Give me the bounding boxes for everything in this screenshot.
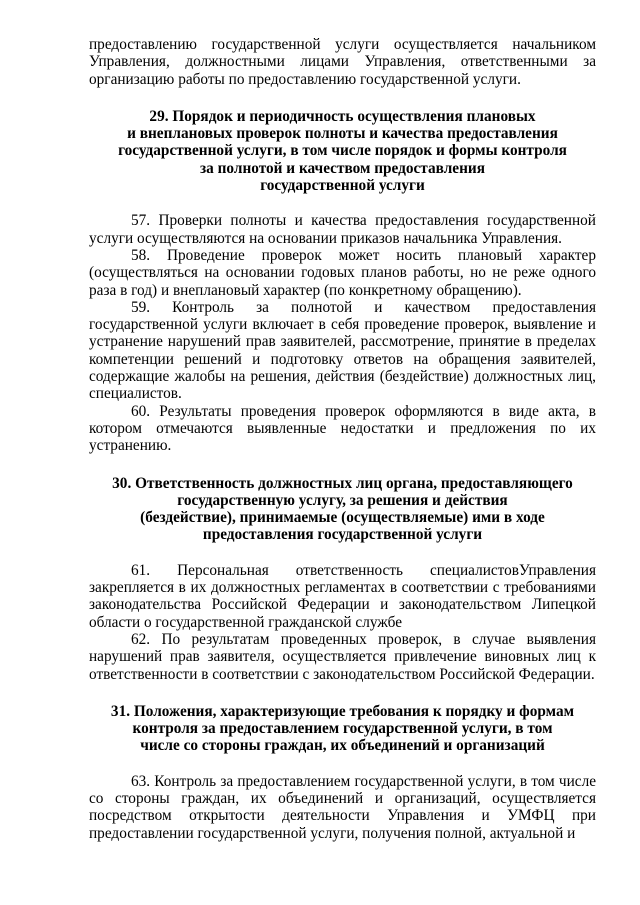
heading-line: 30. Ответственность должностных лиц органа, предоставляющего [112,474,573,492]
heading-line: государственную услугу, за решения и действия [177,491,508,509]
paragraph-59: 59. Контроль за полнотой и качеством предоставления государственной услуги включает в себя проведение проверок, выявление и устранение нарушений прав заявителей, рассмотрение, принятие в пределах компетенции решений и подготовку ответов на обращения заявителей, содержащие жалобы на решения, действия (бездействие) должностных лиц, специалистов. [89,298,596,403]
heading-line: предоставления государственной услуги [202,526,483,544]
paragraph-60: 60. Результаты проведения проверок оформляются в виде акта, в котором отмечаются выявленные недостатки и предложения по их устранению. [89,402,596,455]
heading-line: 29. Порядок и периодичность осуществления плановых [149,107,536,125]
heading-line: государственной услуги, в том числе порядок и формы контроля [118,142,567,160]
document-body [89,36,596,842]
paragraph-57: 57. Проверки полноты и качества предоставления государственной услуги осуществляются на основании приказов начальника Управления. [89,212,596,247]
heading-line: числе со стороны граждан, их объединений и организаций [140,737,545,755]
paragraph-61: 61. Персональная ответственность специалистовУправления закрепляется в их должностных регламентах в соответствии с требованиями законодательства Российской Федерации и законодательством Липецкой области о государственной гражданской службе [89,561,596,631]
heading-line: за полнотой и качеством предоставления [199,159,485,177]
section-29-heading [89,108,596,194]
heading-line: и внеплановых проверок полноты и качества предоставления [127,125,558,143]
paragraph-63: 63. Контроль за предоставлением государственной услуги, в том числе со стороны граждан, их объединений и организаций, осуществляется посредством открытости деятельности Управления и УМФЦ при предоставлении государственной услуги, получения полной, актуальной и [89,772,596,842]
heading-line: государственной услуги [260,177,425,195]
heading-line: (бездействие), принимаемые (осуществляемые) ими в ходе [140,509,545,527]
paragraph-58: 58. Проведение проверок может носить плановый характер (осуществляться на основании годовых планов работы, но не реже одного раза в год) и внеплановый характер (по конкретному обращению). [89,246,596,299]
heading-line: контроля за предоставлением государственной услуги, в том [132,720,553,738]
section-31-heading [89,703,596,755]
heading-line: 31. Положения, характеризующие требования к порядку и формам [110,702,575,720]
intro-paragraph: предоставлению государственной услуги осуществляется начальником Управления, должностными лицами Управления, ответственными за организацию работы по предоставлению государственной услуги. [89,36,596,88]
paragraph-62: 62. По результатам проведенных проверок, в случае выявления нарушений прав заявителя, осуществляется привлечение виновных лиц к ответственности в соответствии с законодательством Российской Федерации. [89,630,596,683]
section-30-heading [89,475,596,544]
